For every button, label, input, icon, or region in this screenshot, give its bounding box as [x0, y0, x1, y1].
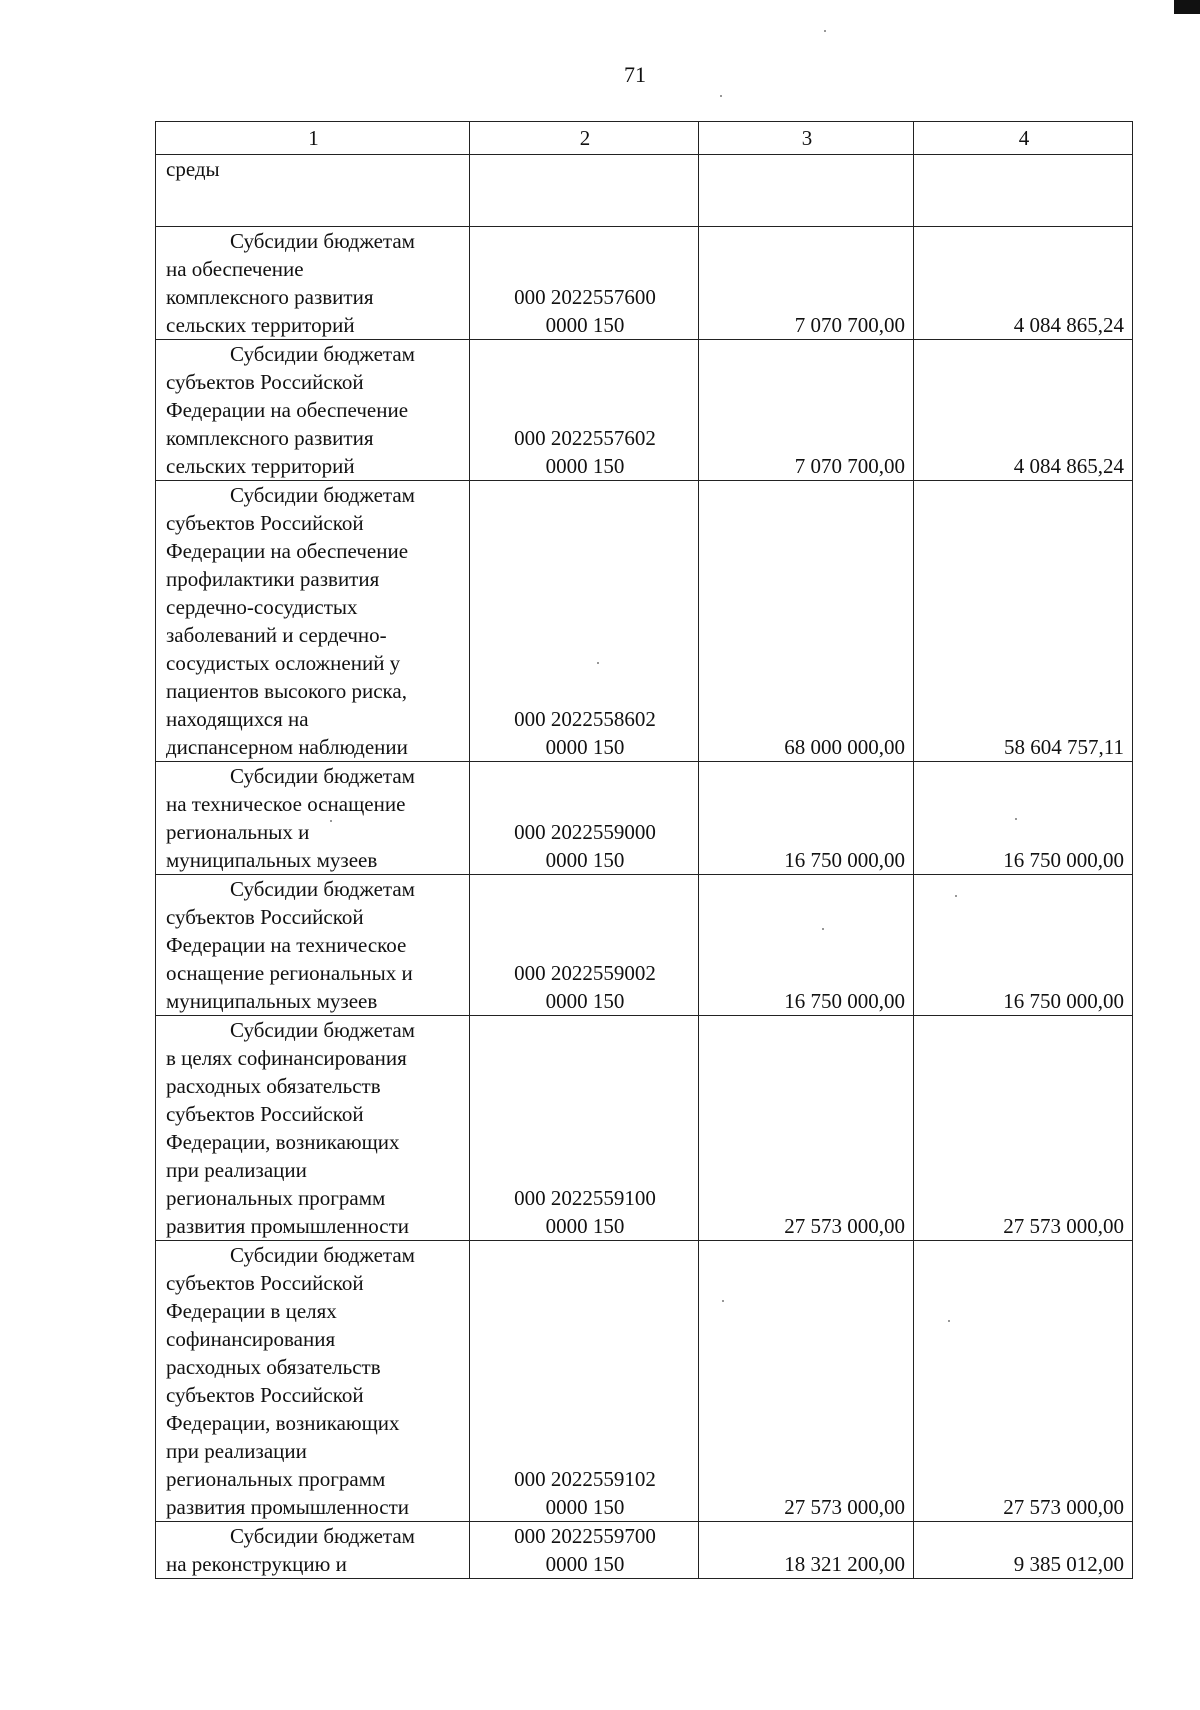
row-value-col4: 27 573 000,00: [914, 1016, 1133, 1241]
row-value-col3: 16 750 000,00: [699, 875, 914, 1016]
row-value-col3: 68 000 000,00: [699, 481, 914, 762]
row-value-col3: 16 750 000,00: [699, 762, 914, 875]
row-name-cell: [156, 481, 470, 762]
row-value-col4: 27 573 000,00: [914, 1241, 1133, 1522]
row-code: 000 2022559700 0000 150: [470, 1522, 699, 1579]
header-row: [156, 122, 1133, 155]
row-name: Субсидии бюджетам субъектов Российской Федерации в целях софинансирования расходных обязательств субъектов Российской Федерации, возникающих при реализации региональных программ развития промышленности: [166, 1243, 415, 1519]
column-header-4: 4: [914, 122, 1133, 155]
column-header-1: 1: [156, 122, 470, 155]
row-name-cell: [156, 1522, 470, 1579]
row-code: 000 2022557602 0000 150: [470, 340, 699, 481]
scan-speck: [1015, 818, 1017, 820]
row-name: Субсидии бюджетам на реконструкцию и: [166, 1524, 415, 1576]
row-name: Субсидии бюджетам субъектов Российской Федерации на обеспечение комплексного развития сельских территорий: [166, 342, 415, 478]
row-name: Субсидии бюджетам в целях софинансирования расходных обязательств субъектов Российской Федерации, возникающих при реализации региональных программ развития промышленности: [166, 1018, 415, 1238]
table-row: [156, 155, 1133, 227]
column-header-2: 2: [470, 122, 699, 155]
row-value-col3: 7 070 700,00: [699, 227, 914, 340]
budget-table: [155, 121, 1133, 1579]
row-name-cell: [156, 227, 470, 340]
row-code: 000 2022559102 0000 150: [470, 1241, 699, 1522]
row-code: 000 2022559002 0000 150: [470, 875, 699, 1016]
row-value-col3: 18 321 200,00: [699, 1522, 914, 1579]
table-row: [156, 227, 1133, 340]
row-value-col3: 27 573 000,00: [699, 1016, 914, 1241]
table-row: [156, 1241, 1133, 1522]
row-value-col4: 4 084 865,24: [914, 227, 1133, 340]
row-value-col4: [914, 155, 1133, 227]
row-value-col3: 7 070 700,00: [699, 340, 914, 481]
row-value-col4: 16 750 000,00: [914, 875, 1133, 1016]
scan-speck: [955, 895, 957, 897]
page-number: 71: [624, 62, 646, 87]
row-code: 000 2022559100 0000 150: [470, 1016, 699, 1241]
table-header: [156, 122, 1133, 155]
scan-speck: [597, 662, 599, 664]
table-row: [156, 481, 1133, 762]
row-name-cell: [156, 155, 470, 227]
column-header-3: 3: [699, 122, 914, 155]
row-value-col3: [699, 155, 914, 227]
scan-speck: [948, 1320, 950, 1322]
row-value-col4: 58 604 757,11: [914, 481, 1133, 762]
row-code: 000 2022559000 0000 150: [470, 762, 699, 875]
row-name-cell: [156, 1241, 470, 1522]
scan-corner-mark: [1174, 0, 1200, 14]
row-value-col4: 4 084 865,24: [914, 340, 1133, 481]
row-name-cell: [156, 875, 470, 1016]
row-value-col4: 9 385 012,00: [914, 1522, 1133, 1579]
row-name: Субсидии бюджетам субъектов Российской Федерации на техническое оснащение региональных и муниципальных музеев: [166, 877, 415, 1013]
scan-speck: [720, 95, 722, 97]
row-name-cell: [156, 762, 470, 875]
row-name: Субсидии бюджетам субъектов Российской Федерации на обеспечение профилактики развития сердечно-сосудистых заболеваний и сердечно- сосудистых осложнений у пациентов высокого риска, находящихся на диспансерном наблюдении: [166, 483, 415, 759]
scan-speck: [722, 1300, 724, 1302]
row-code: [470, 155, 699, 227]
table-row: [156, 875, 1133, 1016]
row-name-cell: [156, 1016, 470, 1241]
row-name: Субсидии бюджетам на обеспечение комплексного развития сельских территорий: [166, 229, 415, 337]
row-name: Субсидии бюджетам на техническое оснащение региональных и муниципальных музеев: [166, 764, 415, 872]
row-code: 000 2022557600 0000 150: [470, 227, 699, 340]
row-code: 000 2022558602 0000 150: [470, 481, 699, 762]
row-name-cell: [156, 340, 470, 481]
table-row: [156, 1522, 1133, 1579]
scan-speck: [822, 928, 824, 930]
table-row: [156, 340, 1133, 481]
row-name: среды: [166, 157, 220, 181]
table-body: [156, 155, 1133, 1579]
row-value-col4: 16 750 000,00: [914, 762, 1133, 875]
scan-speck: [824, 30, 826, 32]
scan-speck: [330, 820, 332, 822]
table-row: [156, 1016, 1133, 1241]
row-value-col3: 27 573 000,00: [699, 1241, 914, 1522]
table-row: [156, 762, 1133, 875]
